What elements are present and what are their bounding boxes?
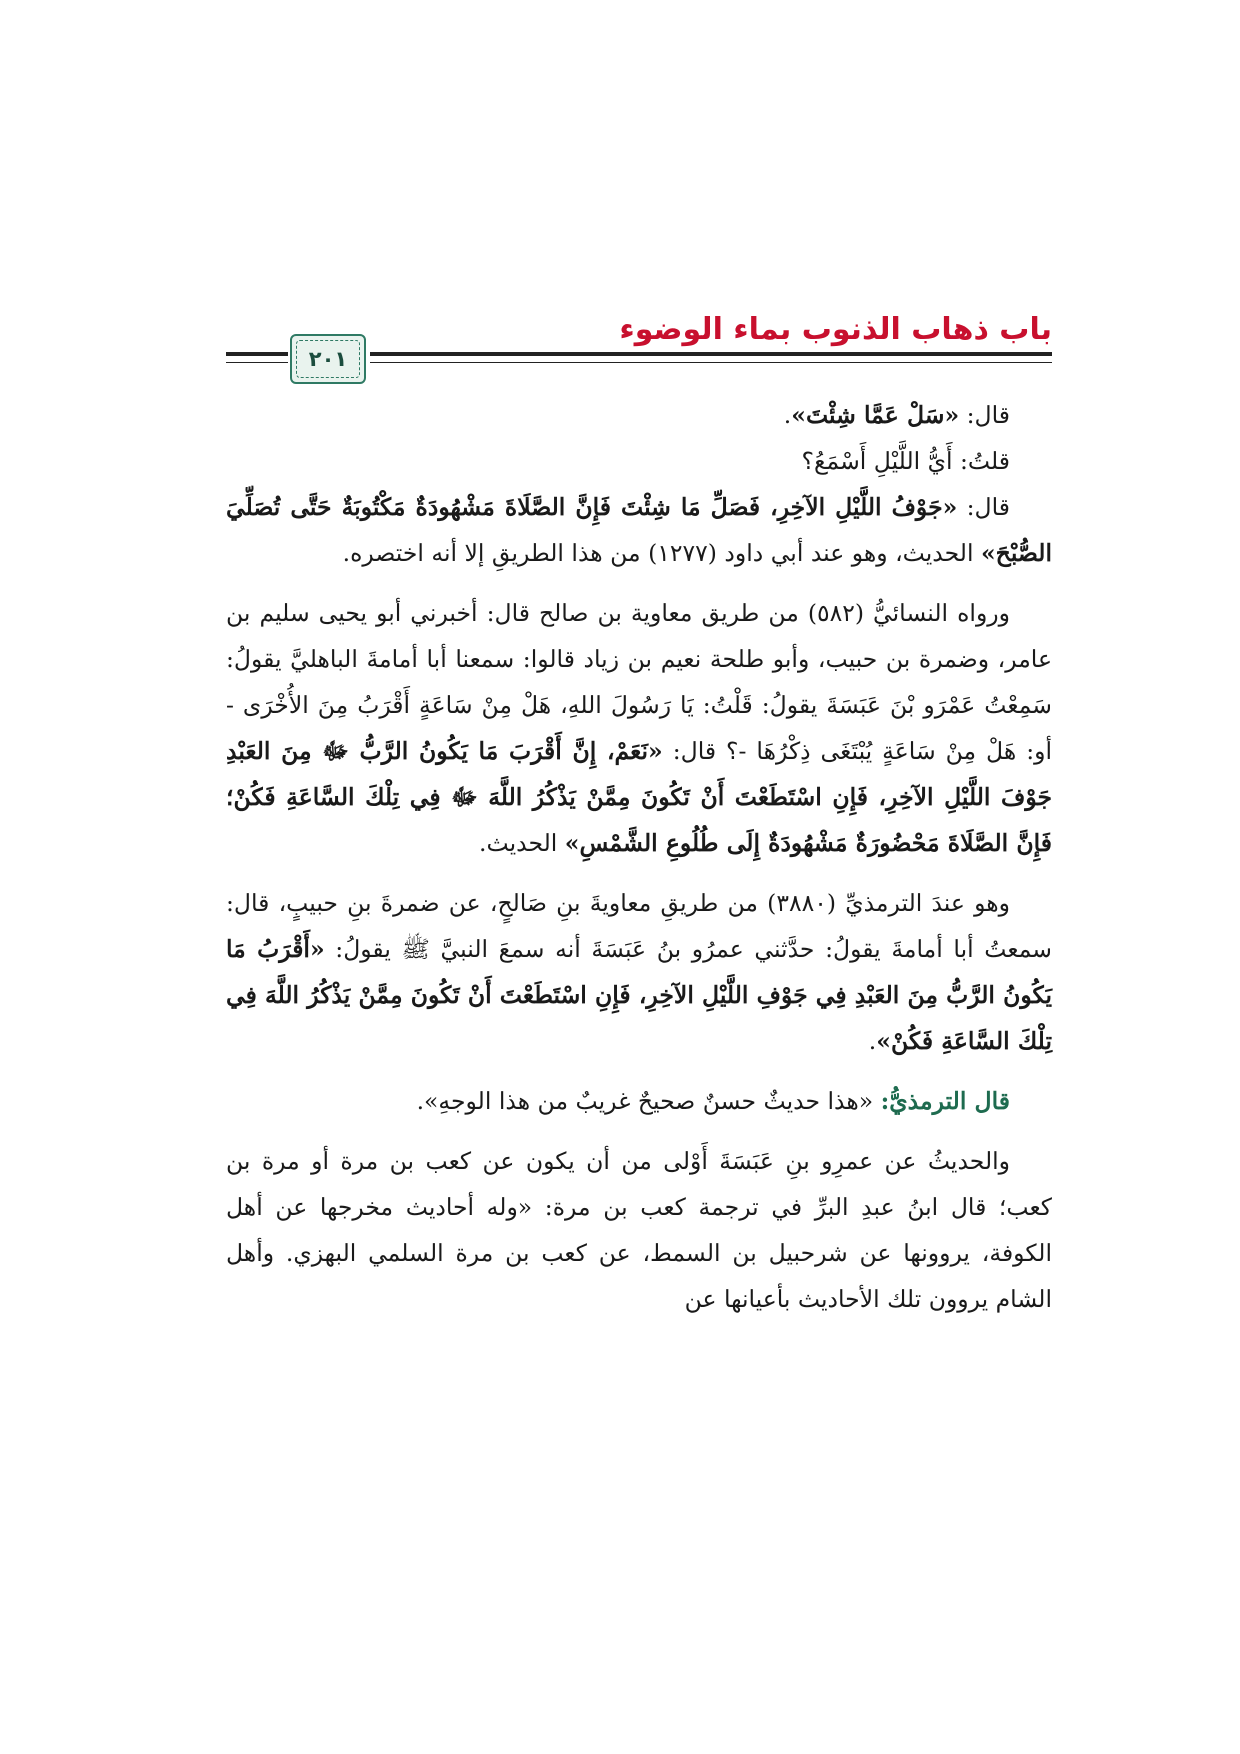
p1-tail: . xyxy=(783,401,792,429)
paragraph-gap xyxy=(226,1124,1052,1138)
p3-lead: قال: xyxy=(957,493,1011,521)
p4-lead: ورواه النسائيُّ (٥٨٢) من طريق معاوية بن صالح قال: أخبرني أبو يحيى سليم بن عامر، وضمرة بن حبيب، وأبو طلحة نعيم بن زياد قالوا: سمعنا أبا أمامةَ الباهليَّ يقولُ: سَمِعْتُ عَمْرَو بْنَ عَبَسَةَ يقولُ: قَلْتُ: يَا رَسُولَ اللهِ، هَلْ مِنْ سَاعَةٍ أَقْرَبُ مِنَ الأُخْرَى - أو: هَلْ مِنْ سَاعَةٍ يُبْتَغَى ذِكْرُهَا -؟ قال: xyxy=(226,599,1052,765)
p6-text: «هذا حديثٌ حسنٌ صحيحٌ غريبٌ من هذا الوجهِ». xyxy=(416,1087,881,1115)
paragraph-5 xyxy=(226,880,1052,1064)
header-rule-thick xyxy=(370,352,1052,360)
paragraph-6 xyxy=(226,1078,1052,1124)
header-rule-left-thick xyxy=(226,352,288,356)
page-number: ٢٠١ xyxy=(308,347,348,371)
paragraph-4 xyxy=(226,590,1052,866)
p5-lead: وهو عندَ الترمذيِّ (٣٨٨٠) من طريقِ معاويةَ بنِ صَالحٍ، عن ضمرةَ بنِ حبيبٍ، قال: سمعتُ أبا أمامةَ يقولُ: حدَّثني عمرُو بنُ عَبَسَةَ أنه سمعَ النبيَّ ﷺ يقولُ: xyxy=(226,889,1052,963)
p4-quote: «نَعَمْ، إِنَّ أَقْرَبَ مَا يَكُونُ الرَّبُّ ﷻ مِنَ العَبْدِ جَوْفَ اللَّيْلِ الآخِرِ، فَإِنِ اسْتَطَعْتَ أَنْ تَكُونَ مِمَّنْ يَذْكُرُ اللَّهَ ﷻ فِي تِلْكَ السَّاعَةِ فَكُنْ؛ فَإِنَّ الصَّلَاةَ مَحْضُورَةٌ مَشْهُودَةٌ إِلَى طُلُوعِ الشَّمْسِ» xyxy=(226,737,1052,857)
header-rule-left-thin xyxy=(226,362,288,363)
p3-tail: الحديث، وهو عند أبي داود (١٢٧٧) من هذا الطريقِ إلا أنه اختصره. xyxy=(342,539,981,567)
header-rule-thin xyxy=(370,362,1052,363)
paragraph-3 xyxy=(226,484,1052,576)
p5-quote: «أَقْرَبُ مَا يَكُونُ الرَّبُّ مِنَ العَبْدِ فِي جَوْفِ اللَّيْلِ الآخِرِ، فَإِنِ اسْتَطَعْتَ أَنْ تَكُونَ مِمَّنْ يَذْكُرُ اللَّهَ فِي تِلْكَ السَّاعَةِ فَكُنْ» xyxy=(226,935,1052,1055)
paragraph-gap xyxy=(226,1064,1052,1078)
paragraph-gap xyxy=(226,576,1052,590)
running-title: باب ذهاب الذنوب بماء الوضوء xyxy=(619,312,1052,347)
p1-quote: «سَلْ عَمَّا شِئْتَ» xyxy=(791,401,960,429)
p3-quote: «جَوْفُ اللَّيْلِ الآخِرِ، فَصَلِّ مَا شِئْتَ فَإِنَّ الصَّلَاةَ مَشْهُودَةٌ مَكْتُوبَةٌ حَتَّى تُصَلِّيَ الصُّبْحَ» xyxy=(226,493,1052,567)
body-text xyxy=(226,392,1052,1322)
p5-tail: . xyxy=(868,1027,877,1055)
paragraph-gap xyxy=(226,866,1052,880)
p4-tail: الحديث. xyxy=(479,829,565,857)
p1-lead: قال: xyxy=(959,401,1010,429)
p6-label: قال الترمذيُّ: xyxy=(880,1087,1010,1115)
paragraph-1 xyxy=(226,392,1052,438)
paragraph-7: والحديثُ عن عمرِو بنِ عَبَسَةَ أَوْلى من أن يكون عن كعب بن مرة أو مرة بن كعب؛ قال ابنُ عبدِ البرِّ في ترجمة كعب بن مرة: «وله أحاديث مخرجها عن أهل الكوفة، يروونها عن شرحبيل بن السمط، عن كعب بن مرة السلمي البهزي. وأهل الشام يروون تلك الأحاديث بأعيانها عن xyxy=(226,1147,1052,1313)
paragraph-2: قلتُ: أَيُّ اللَّيْلِ أَسْمَعُ؟ xyxy=(801,447,1010,475)
page-number-badge xyxy=(290,334,366,384)
